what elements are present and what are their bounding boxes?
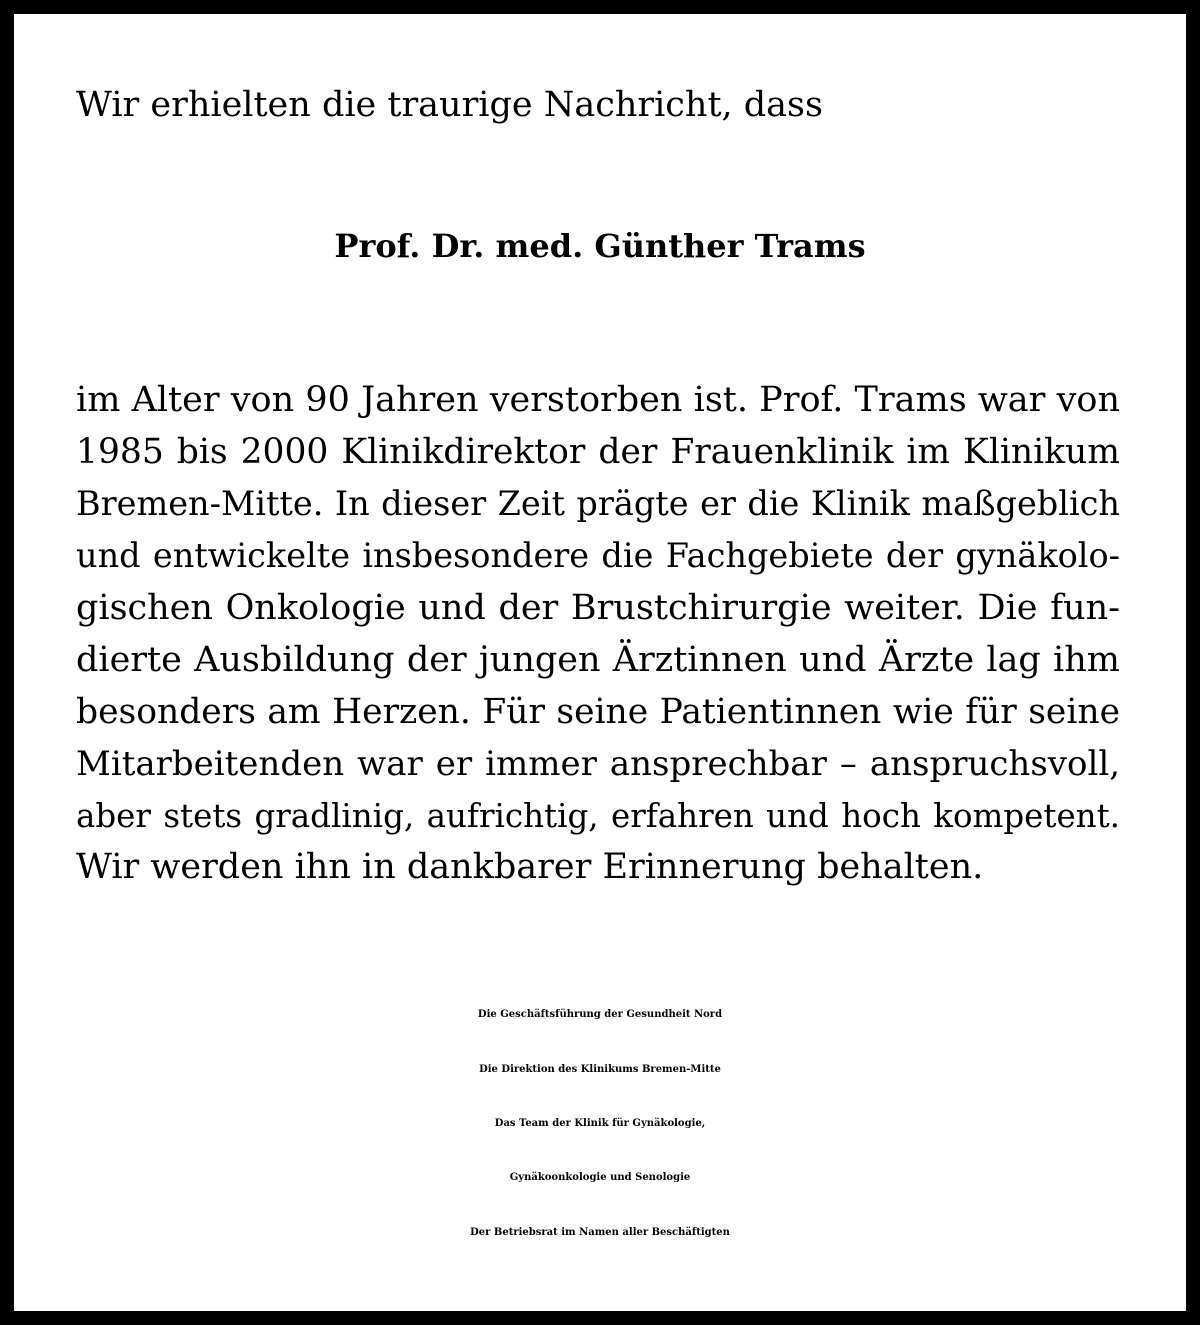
body-line: Bremen-Mitte. In dieser Zeit prägte er die Klinik maßgeblich (76, 484, 1120, 523)
body-line: im Alter von 90 Jahren verstorben ist. Prof. Trams war von (76, 380, 1120, 420)
body-line: aber stets gradlinig, aufrichtig, erfahren und hoch kompetent. (76, 797, 1120, 835)
signatory: Das Team der Klinik für Gynäkologie, (494, 1118, 706, 1129)
signatory: Gynäkoonkologie und Senologie (509, 1172, 691, 1183)
body-line: 1985 bis 2000 Klinikdirektor der Frauenklinik im Klinikum (76, 432, 1120, 472)
body-line: und entwickelte insbesondere die Fachgebiete der gynäkolo- (76, 536, 1120, 575)
signatories-list (14, 987, 1186, 1260)
signatory: Der Betriebsrat im Namen aller Beschäftigten (470, 1227, 730, 1238)
intro-text: Wir erhielten die traurige Nachricht, dass (76, 85, 823, 125)
body-line: besonders am Herzen. Für seine Patientinnen wie für seine (76, 692, 1120, 732)
signatory: Die Geschäftsführung der Gesundheit Nord (477, 1009, 723, 1020)
body-line: dierte Ausbildung der jungen Ärztinnen und Ärzte lag ihm (76, 640, 1120, 680)
body-line: Mitarbeitenden war er immer ansprechbar – anspruchsvoll, (76, 744, 1120, 784)
body-line: gischen Onkologie und der Brustchirurgie weiter. Die fun- (76, 588, 1120, 628)
deceased-name: Prof. Dr. med. Günther Trams (334, 227, 866, 265)
signatory: Die Direktion des Klinikums Bremen-Mitte (479, 1064, 721, 1075)
obituary-body (76, 374, 1120, 842)
closing-text: Wir werden ihn in dankbarer Erinnerung behalten. (76, 847, 984, 887)
